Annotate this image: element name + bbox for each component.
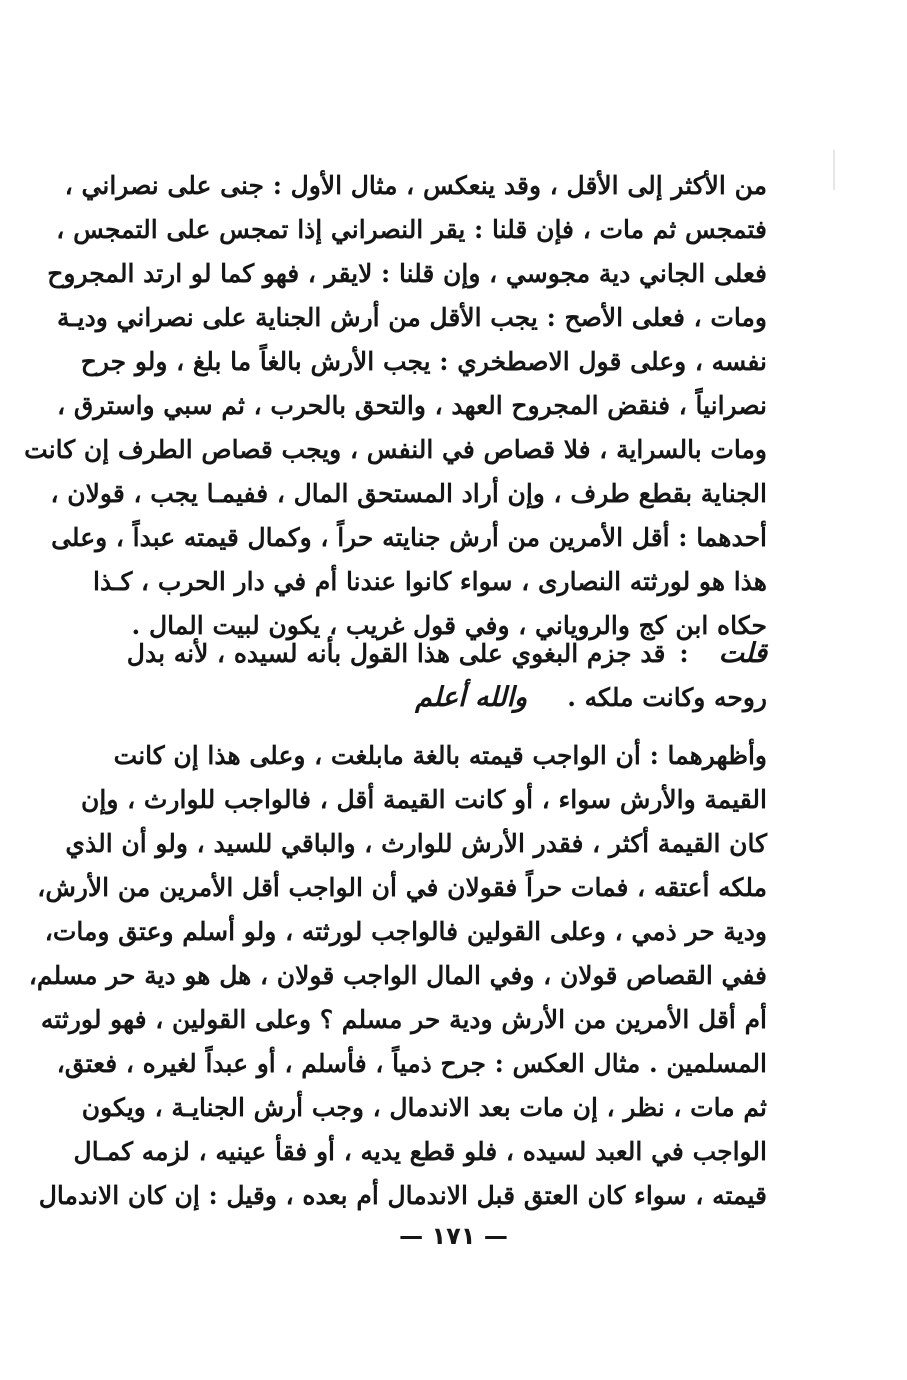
- note-text: روحه وكانت ملكه .: [567, 683, 767, 712]
- page-number: — ١٧١ —: [399, 1222, 508, 1250]
- text-line: كان القيمة أكثر ، فقدر الأرش للوارث ، والباقي للسيد ، ولو أن الذي: [65, 829, 767, 858]
- note-label: قلت: [718, 638, 767, 669]
- text-line: أحدهما : أقل الأمرين من أرش جنايته حراً ، وكمال قيمته عبداً ، وعلى: [51, 523, 767, 552]
- text-line: ودية حر ذمي ، وعلى القولين فالواجب لورثته ، ولو أسلم وعتق ومات،: [44, 917, 767, 946]
- paragraph-2: [28, 734, 767, 1218]
- text-line: القيمة والأرش سواء ، أو كانت القيمة أقل ، فالواجب للوارث ، وإن: [81, 785, 767, 814]
- text-line: نفسه ، وعلى قول الاصطخري : يجب الأرش بالغاً ما بلغ ، ولو جرح: [80, 347, 767, 376]
- text-line: الواجب في العبد لسيده ، فلو قطع يديه ، أو فقأ عينيه ، لزمه كمـال: [73, 1137, 767, 1166]
- text-line: ثم مات ، نظر ، إن مات بعد الاندمال ، وجب أرش الجنايـة ، ويكون: [81, 1093, 767, 1122]
- margin-mark: [833, 150, 835, 190]
- text-line: فعلى الجاني دية مجوسي ، وإن قلنا : لايقر ، فهو كما لو ارتد المجروح: [47, 259, 767, 288]
- text-line: هذا هو لورثته النصارى ، سواء كانوا عندنا أم في دار الحرب ، كـذا: [93, 567, 767, 596]
- note-line-1: [126, 632, 767, 676]
- text-line: فتمجس ثم مات ، فإن قلنا : يقر النصراني إذا تمجس على التمجس ،: [56, 215, 767, 244]
- text-line: المسلمين . مثال العكس : جرح ذمياً ، فأسلم ، أو عبداً لغيره ، فعتق،: [56, 1049, 767, 1078]
- editor-note: [126, 632, 767, 720]
- text-line: وأظهرهما : أن الواجب قيمته بالغة مابلغت ، وعلى هذا إن كانت: [113, 741, 767, 770]
- text-line: أم أقل الأمرين من الأرش ودية حر مسلم ؟ وعلى القولين ، فهو لورثته: [40, 1005, 767, 1034]
- text-line: نصرانياً ، فنقض المجروح العهد ، والتحق بالحرب ، ثم سبي واسترق ،: [57, 391, 767, 420]
- text-line: ففي القصاص قولان ، وفي المال الواجب قولان ، هل هو دية حر مسلم،: [28, 961, 767, 990]
- note-text: قد جزم البغوي على هذا القول بأنه لسيده ، لأنه بدل: [126, 639, 666, 668]
- text-line: حكاه ابن كج والروياني ، وفي قول غريب ، يكون لبيت المال .: [131, 611, 767, 640]
- text-line: الجناية بقطع طرف ، وإن أراد المستحق المال ، ففيمـا يجب ، قولان ،: [50, 479, 767, 508]
- text-line: من الأكثر إلى الأقل ، وقد ينعكس ، مثال الأول : جنى على نصراني ،: [64, 171, 767, 200]
- text-line: قيمته ، سواء كان العتق قبل الاندمال أم بعده ، وقيل : إن كان الاندمال: [38, 1181, 767, 1210]
- paragraph-1: [24, 164, 767, 648]
- note-line-2: [135, 676, 767, 720]
- closing-formula: والله أعلم: [415, 682, 528, 713]
- text-line: ومات ، فعلى الأصح : يجب الأقل من أرش الجناية على نصراني وديـة: [56, 303, 767, 332]
- note-separator: :: [679, 639, 689, 668]
- text-line: ومات بالسراية ، فلا قصاص في النفس ، ويجب قصاص الطرف إن كانت: [24, 435, 767, 464]
- text-line: ملكه أعتقه ، فمات حراً فقولان في أن الواجب أقل الأمرين من الأرش،: [37, 873, 767, 902]
